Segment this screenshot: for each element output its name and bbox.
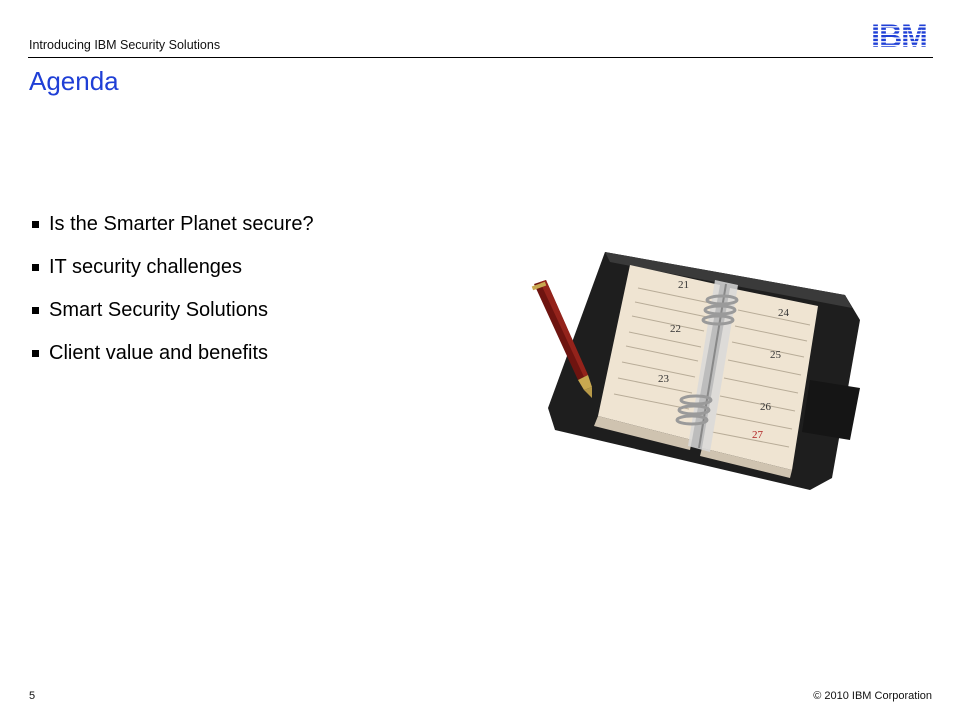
agenda-item-label: Client value and benefits — [49, 342, 269, 364]
agenda-item — [32, 332, 314, 375]
ibm-logo-icon — [866, 20, 932, 50]
bullet-icon — [32, 264, 39, 271]
agenda-item — [32, 289, 314, 332]
day-planner-with-pen-icon — [510, 240, 870, 490]
page-title: Agenda — [29, 66, 119, 96]
ibm-logo-text: IBM — [871, 20, 927, 50]
agenda-item-label: IT security challenges — [49, 256, 243, 278]
date-label: 26 — [760, 401, 771, 413]
agenda-item-label: Is the Smarter Planet secure? — [49, 213, 314, 235]
page-number: 5 — [29, 690, 36, 702]
header-title: Introducing IBM Security Solutions — [29, 38, 221, 52]
agenda-item — [32, 246, 314, 289]
date-label: 25 — [770, 349, 781, 361]
date-label: 21 — [678, 279, 689, 291]
date-label: 27 — [752, 429, 763, 441]
bullet-icon — [32, 221, 39, 228]
date-label: 22 — [670, 323, 681, 335]
copyright: © 2010 IBM Corporation — [813, 690, 932, 702]
date-label: 23 — [658, 373, 669, 385]
bullet-icon — [32, 307, 39, 314]
agenda-item — [32, 203, 314, 246]
date-label: 24 — [778, 307, 789, 319]
agenda-list — [32, 203, 314, 375]
bullet-icon — [32, 350, 39, 357]
agenda-item-label: Smart Security Solutions — [49, 299, 268, 321]
header-divider — [28, 57, 933, 58]
